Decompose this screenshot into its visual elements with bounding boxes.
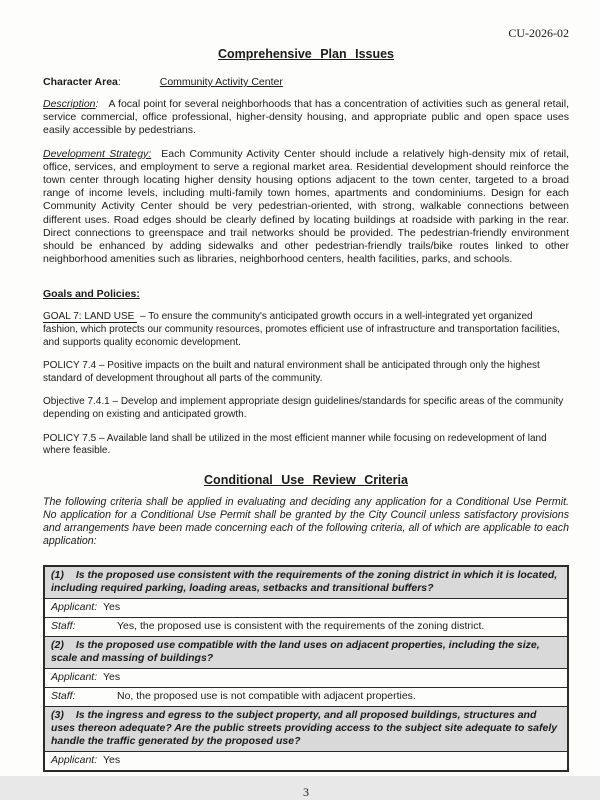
policy-7-5-paragraph: POLICY 7.5 – Available land shall be utilized in the most efficient manner while focusing on redevelopment of land where feasible. xyxy=(43,432,547,457)
character-area-line xyxy=(43,76,569,88)
development-strategy-paragraph xyxy=(43,148,569,267)
development-strategy-label: Development Strategy: xyxy=(43,147,152,160)
document-reference-number: CU-2026-02 xyxy=(508,26,569,40)
applicant-label: Applicant: xyxy=(51,600,98,613)
applicant-label: Applicant: xyxy=(51,670,98,683)
page-number: 3 xyxy=(303,784,309,799)
criterion-3-question-row xyxy=(44,706,568,751)
description-paragraph: Description: A focal point for several neighborhoods that has a concentration of activities such as general retail, service commercial, office professional, higher-density housing, and appropriate public and open space uses easily accessible by pedestrians. xyxy=(43,98,569,137)
conditional-use-review-criteria-heading: Conditional Use Review Criteria xyxy=(204,472,408,487)
criterion-3-number: (3) xyxy=(51,708,64,721)
criterion-2-question-row xyxy=(44,636,568,668)
criterion-1-applicant-row xyxy=(44,598,568,617)
staff-label: Staff: xyxy=(51,619,76,632)
criterion-2-applicant-row xyxy=(44,668,568,687)
criterion-1-question: (1) Is the proposed use consistent with the requirements of the zoning district in which it is located, including required parking, loading areas, setbacks and transitional buffers? xyxy=(44,566,568,599)
criterion-3-applicant-row xyxy=(44,751,568,771)
development-strategy-text: Each Community Activity Center should include a relatively high-density mix of retail, office, services, and employment to serve a regional market area. Residential development should reinforce the town center through locating higher density housing options adjacent to the town center, targeted to a broad range of income levels, including multi-family town homes, apartments and condominiums. Design for each Community Activity Center should be very pedestrian-oriented, with strong, walkable connections between different uses. Road edges should be clearly defined by locating buildings at roadside with parking in the rear. Direct connections to greenspace and trail networks should be provided. The pedestrian-friendly environment should be enhanced by adding sidewalks and other pedestrian-friendly trails/bike routes linked to other neighborhood amenities such as libraries, neighborhood centers, health facilities, parks, and schools. xyxy=(43,147,570,266)
character-area-label: Character Area: xyxy=(43,76,121,88)
goals-and-policies-heading: Goals and Policies: xyxy=(43,288,140,301)
criterion-2-number: (2) xyxy=(51,638,64,651)
goal-7-text: – To ensure the community's anticipated growth occurs in a well-integrated yet organized fashion, which protects our community resources, promotes efficient use of infrastructure and transportation facilities, and supports quality economic development. xyxy=(43,311,560,348)
criterion-1-staff-row xyxy=(44,617,568,636)
criterion-1-applicant-answer: Yes xyxy=(103,600,121,613)
goal-7-label: GOAL 7: LAND USE xyxy=(43,311,137,323)
criterion-3-question: (3) Is the ingress and egress to the subject property, and all proposed buildings, structures and uses thereon adequate? Are the public streets providing access to the subject site adequate to safely handle the traffic generated by the proposed use? xyxy=(44,706,568,751)
policy-7-4-paragraph: POLICY 7.4 – Positive impacts on the built and natural environment shall be anticipated through only the highest standard of development throughout all parts of the community. xyxy=(43,360,540,384)
page-title: Comprehensive Plan Issues xyxy=(217,47,395,61)
criterion-2-question: (2) Is the proposed use compatible with the land uses on adjacent properties, including the size, scale and massing of buildings? xyxy=(44,636,568,668)
criterion-2-staff-answer: No, the proposed use is not compatible with adjacent properties. xyxy=(117,689,416,702)
criterion-1-staff-answer: Yes, the proposed use is consistent with the requirements of the zoning district. xyxy=(117,619,485,632)
criterion-2-applicant-answer: Yes xyxy=(103,670,121,683)
description-text: A focal point for several neighborhoods that has a concentration of activities such as general retail, service commercial, office professional, higher-density housing, and appropriate public and open space uses easily accessible by pedestrians. xyxy=(43,98,569,137)
criteria-intro-paragraph: The following criteria shall be applied in evaluating and deciding any application for a Conditional Use Permit. No application for a Conditional Use Permit shall be granted by the City Council unless satisfactory provisions and arrangements have been made concerning each of the following criteria, all of which are applicable to each application: xyxy=(43,495,569,548)
criterion-2-staff-row xyxy=(44,687,568,706)
criterion-1-number: (1) xyxy=(51,568,64,581)
criterion-1-question-row xyxy=(44,566,568,599)
character-area-value: Community Activity Center xyxy=(159,76,283,88)
applicant-label: Applicant: xyxy=(51,753,98,766)
description-label: Description xyxy=(43,98,96,110)
criteria-table xyxy=(43,565,569,772)
staff-label: Staff: xyxy=(51,689,76,702)
criterion-3-applicant-answer: Yes xyxy=(103,753,121,766)
objective-7-4-1-paragraph: Objective 7.4.1 – Develop and implement appropriate design guidelines/standards for specific areas of the community depending on existing and anticipated growth. xyxy=(43,396,564,420)
goal-7-paragraph xyxy=(43,311,569,349)
